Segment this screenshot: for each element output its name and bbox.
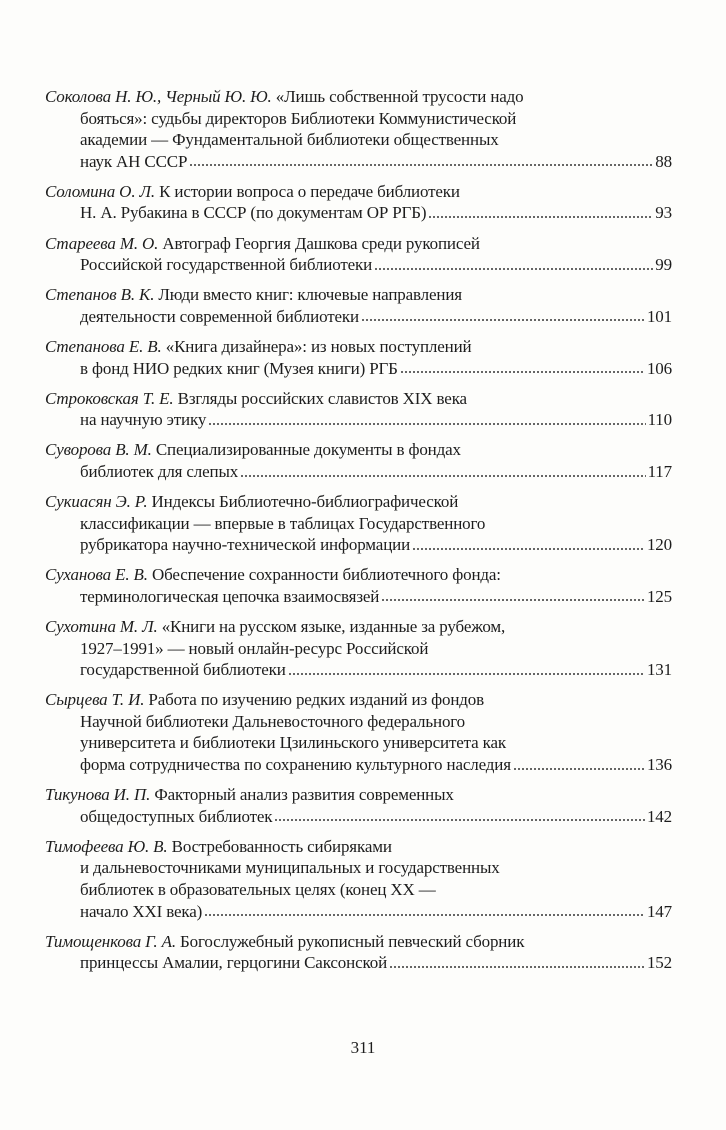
entry-title-end: деятельности современной библиотеки (80, 306, 359, 326)
entry-last-line (45, 901, 672, 923)
dot-leader (412, 547, 645, 551)
entry-first-line (45, 181, 672, 203)
entry-author: Степанов В. К. (45, 285, 155, 305)
entry-author: Строковская Т. Е. (45, 388, 174, 408)
toc-entry (45, 491, 672, 556)
entry-first-line (45, 336, 672, 358)
entry-author: Сырцева Т. И. (45, 690, 145, 710)
dot-leader (381, 598, 645, 602)
entry-title-line: и дальневосточниками муниципальных и государственных (80, 858, 500, 878)
entry-first-line (45, 564, 672, 586)
entry-page-number: 131 (646, 660, 672, 680)
toc-entry (45, 689, 672, 775)
page-number: 311 (350, 1038, 376, 1057)
toc-entry (45, 836, 672, 922)
entry-title-line: академии — Фундаментальной библиотеки общественных (80, 130, 499, 150)
entry-first-line (45, 388, 672, 410)
entry-last-line (45, 151, 672, 173)
entry-last-line (45, 358, 672, 380)
entry-title-start: К истории вопроса о передаче библиотеки (159, 181, 460, 201)
entry-page-number: 136 (646, 755, 672, 775)
entry-page-number: 88 (655, 151, 672, 171)
entry-first-line (45, 931, 672, 953)
entry-title-start: Индексы Библиотечно-библиографической (151, 492, 459, 511)
entry-title-line: университета и библиотеки Цзилиньского университета как (80, 733, 507, 753)
entry-last-line (45, 534, 672, 556)
entry-author: Соколова Н. Ю., Черный Ю. Ю. (45, 87, 272, 106)
entry-last-line (45, 586, 672, 608)
entry-title-line: классификации — впервые в таблицах Государственного (80, 513, 486, 533)
entry-first-line (45, 439, 672, 461)
entry-author: Сухотина М. Л. (45, 616, 158, 636)
toc-entry (45, 564, 672, 607)
entry-author: Степанова Е. В. (45, 336, 162, 356)
entry-first-line (45, 491, 672, 513)
entry-author: Суворова В. М. (45, 440, 152, 460)
entry-author: Суханова Е. В. (45, 565, 148, 585)
entry-first-line (45, 616, 672, 638)
dot-leader (189, 163, 653, 167)
toc-entry (45, 439, 672, 482)
toc-entry (45, 181, 672, 224)
entry-page-number: 101 (646, 306, 672, 326)
entry-page-number: 152 (646, 953, 672, 973)
entry-last-line (45, 806, 672, 828)
entry-page-number: 147 (646, 901, 672, 921)
dot-leader (361, 318, 645, 322)
toc-entry (45, 86, 672, 172)
entry-title-start: Востребованность сибиряками (171, 836, 392, 856)
entry-last-line (45, 306, 672, 328)
entry-last-line (45, 754, 672, 776)
entry-title-end: на научную этику (80, 410, 207, 430)
entry-last-line (45, 461, 672, 483)
entry-first-line (45, 836, 672, 858)
entry-title-end: библиотек для слепых (80, 461, 239, 481)
toc-entry (45, 233, 672, 276)
dot-leader (389, 965, 645, 969)
toc-entry (45, 784, 672, 827)
entry-last-line (45, 202, 672, 224)
entry-first-line (45, 784, 672, 806)
entry-title-start: Автограф Георгия Дашкова среди рукописей (162, 233, 480, 253)
entry-title-line: бояться»: судьбы директоров Библиотеки Коммунистической (80, 108, 517, 128)
entry-title-end: терминологическая цепочка взаимосвязей (80, 586, 380, 606)
dot-leader (513, 767, 645, 771)
entry-title-end: форма сотрудничества по сохранению культурного наследия (80, 755, 511, 775)
entry-page-number: 99 (655, 255, 672, 275)
entry-title-start: «Книга дизайнера»: из новых поступлений (165, 336, 472, 356)
entry-author: Старeева М. О. (45, 233, 159, 253)
entry-page-number: 120 (646, 535, 672, 555)
entry-title-start: «Лишь собственной трусости надо (275, 87, 524, 106)
dot-leader (428, 215, 653, 219)
entry-title-end: государственной библиотеки (80, 660, 286, 680)
entry-title-start: Работа по изучению редких изданий из фондов (148, 690, 485, 710)
entry-title-end: начало XXI века) (80, 901, 203, 921)
entry-last-line (45, 659, 672, 681)
entry-page-number: 93 (655, 203, 672, 223)
dot-leader (204, 913, 645, 917)
dot-leader (374, 267, 653, 271)
entry-title-start: Факторный анализ развития современных (154, 785, 454, 805)
entry-first-line (45, 689, 672, 711)
entry-title-line: 1927–1991» — новый онлайн-ресурс Российской (80, 638, 429, 658)
entry-title-end: Н. А. Рубакина в СССР (по документам ОР РГБ) (80, 203, 427, 223)
entry-page-number: 106 (646, 358, 672, 378)
dot-leader (240, 474, 645, 478)
entry-last-line (45, 952, 672, 974)
entry-title-start: Люди вместо книг: ключевые направления (158, 285, 462, 305)
entry-author: Тикунова И. П. (45, 785, 151, 805)
entry-title-line: библиотек в образовательных целях (конец XX — (80, 880, 436, 899)
toc-entry (45, 931, 672, 974)
dot-leader (400, 370, 645, 374)
entry-title-start: «Книги на русском языке, изданные за рубежом, (161, 616, 506, 636)
entry-title-start: Обеспечение сохранности библиотечного фонда: (151, 565, 501, 585)
entry-author: Сукиасян Э. Р. (45, 492, 148, 511)
entry-page-number: 142 (646, 806, 672, 826)
entry-title-end: Российской государственной библиотеки (80, 255, 373, 275)
entry-title-end: рубрикатора научно-технической информации (80, 535, 411, 555)
toc-entry (45, 616, 672, 681)
entry-title-line: Научной библиотеки Дальневосточного федерального (80, 711, 466, 731)
toc-entry (45, 284, 672, 327)
dot-leader (208, 422, 645, 426)
entry-first-line (45, 233, 672, 255)
dot-leader (274, 818, 645, 822)
entry-title-end: в фонд НИО редких книг (Музея книги) РГБ (80, 358, 398, 378)
entry-title-start: Взгляды российских славистов XIX века (177, 388, 467, 408)
toc-entry (45, 336, 672, 379)
entry-title-end: принцессы Амалии, герцогини Саксонской (80, 953, 388, 973)
entry-title-end: общедоступных библиотек (80, 806, 273, 826)
entry-page-number: 125 (646, 586, 672, 606)
entry-page-number: 117 (647, 461, 672, 481)
entry-title-end: наук АН СССР (80, 151, 188, 171)
toc-entry (45, 388, 672, 431)
entry-author: Тимофеева Ю. В. (45, 836, 168, 856)
entry-title-start: Специализированные документы в фондах (155, 440, 461, 460)
entry-page-number: 110 (647, 410, 672, 430)
entry-last-line (45, 254, 672, 276)
entry-author: Тимощенкова Г. А. (45, 931, 176, 951)
entry-title-start: Богослужебный рукописный певческий сборник (180, 931, 525, 951)
entry-first-line (45, 86, 672, 108)
entry-first-line (45, 284, 672, 306)
entry-author: Соломина О. Л. (45, 181, 155, 201)
dot-leader (288, 672, 645, 676)
table-of-contents (45, 86, 672, 982)
entry-last-line (45, 409, 672, 431)
